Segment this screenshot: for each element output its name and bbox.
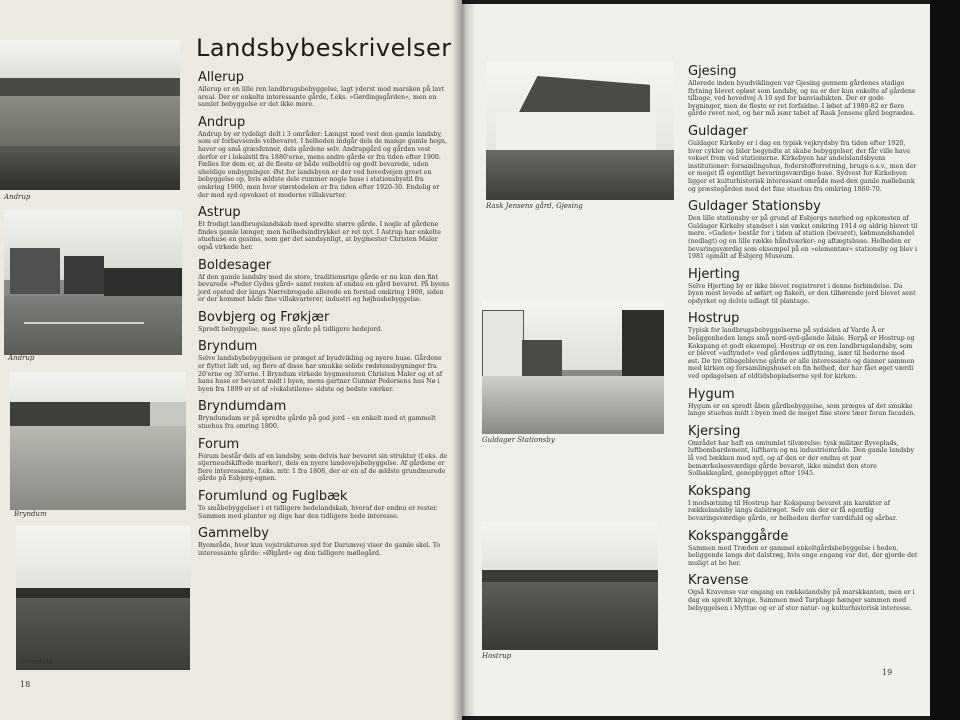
entry-text: Allerup er en lille ren landbrugsbebyggelse, lagt yderst mod marsken på lavt areal. Der er enkelte interessante gårde, f.eks. »Gørdingsgården«, men en samlet bebyggelse er det ikke mere. (198, 86, 445, 109)
entry-text: Bryndumdam er på spredte gårde på god jord – en enkelt med et gammelt stuehus fra omring 1800. (198, 415, 436, 431)
entry-heading: Andrup (198, 114, 246, 130)
entry-heading: Forum (198, 436, 240, 452)
entry-kjersing (688, 424, 918, 478)
entry-astrup (198, 205, 450, 251)
entry-heading: Gjesing (688, 64, 737, 79)
entry-text: Selve landsbybebyggelsen er præget af byudvikling og nyere huse. Gårdene er flyttet lidt ud, og flere af disse har smukke solide rødstensbygninger fra 20'erne og 30'erne. I Bryndum virkede bygmesteren Christen Maler og et af hans huse er bevaret midt i byen, mens gartner Gunnar Pedersens hus Nø i byen fra 1899 er et af »lokalstilens« sidste og bedste værker. (198, 355, 443, 393)
entry-text: Andrup by er tydeligt delt i 3 områder: Længst mod vest den gamle landsby, som er forbavsende velbevaret. I helheden indgår dels de mange gamle hegn, haver og små græsfenner, dels gårdene selv. Andrupgård og gården vest derfor er i lokalstil fra 1880'erne, mens andre gårde er fra tiden efter 1900. Fælles for dem er, at de fleste er både velholdte og godt bevarede, uden uheldige ombygninger. Øst for landsbyen er der ved hovedvejen groet en bebyggelse op, hvis ældste dele rummer nogle huse i stationsbystil fra omkring 1900, men hvor størstedelen er fra tiden efter 1920-30. Endelig er der mod syd opvokset et moderne villakvarter. (198, 130, 448, 199)
photo-andrup-field (0, 40, 180, 190)
entry-heading: Allerup (198, 70, 244, 85)
left-page (0, 0, 462, 720)
entry-kokspanggaarde (688, 529, 918, 568)
entry-text: Hygum er en spredt åben gårdbebyggelse, som præges af det smukke lange stuehus midt i byen med de meget fine store tæer foran facaden. (688, 402, 916, 418)
entry-bryndumdam (198, 399, 450, 430)
right-page (462, 4, 930, 716)
entry-heading: Bryndumdam (198, 399, 287, 415)
entry-forumlund (198, 489, 450, 520)
entry-andrup (198, 115, 450, 199)
entry-heading: Forumlund og Fuglbæk (198, 489, 348, 504)
entry-hjerting (688, 267, 918, 306)
photo-caption: Bryndum (20, 658, 53, 666)
entry-text: Typisk for landbrugsbebyggelserne på sydsiden af Varde Å er beliggenheden langs små nord-syd-gående ådale. Herpå er Hostrup og Kokspang et godt eksempel. Hostrup er en ren landbrugslandsby, som er blevet »udtyndet« ved gårdenes udflytning, især til hederne mod øst. De tre tilbageblevne gårde er alle interessante og danner sammen med kirken og forsamlingshuset en fin helhed, der har fået øget værdi ved opdagelsen af oldtidsbopladserne syd for kirken. (688, 327, 915, 381)
entry-text: Spredt bebyggelse, mest nye gårde på tidligere hedejord. (198, 325, 383, 333)
entry-kokspang (688, 484, 918, 523)
entry-heading: Kjersing (688, 423, 741, 439)
photo-caption: Guldager Stationsby (482, 436, 555, 444)
entry-heading: Hostrup (688, 311, 740, 327)
photo-caption: Hostrup (482, 652, 512, 660)
entry-heading: Astrup (198, 205, 241, 221)
photo-caption: Andrup (4, 193, 31, 201)
entry-gjesing (688, 64, 918, 118)
entry-heading: Bovbjerg og Frøkjær (198, 309, 330, 325)
entry-allerup (198, 70, 450, 109)
entry-heading: Kokspang (688, 483, 751, 499)
photo-caption: Rask Jensens gård, Gjesing (486, 202, 583, 210)
page-title: Landsbybeskrivelser (196, 34, 452, 62)
entry-text: Selve Hjerting by er ikke blevet registreret i denne forbindelse. Da byen mest levede af søfart og fiskeri, er den tilhørende jord blevet sent opdyrket og delvis udlagt til plantage. (688, 282, 916, 305)
photo-bryndum-field (16, 526, 190, 670)
entry-text: Af den gamle landsby med de store, traditionsrige gårde er nu kun den fint bevarede »Peder Gydes gård« samt resten af endnu en gård bevaret. På byens jord opstod der langs Nørrebrogade allerede en forstad omkring 1900, siden er der kommet både fine villakvarterer, industri og højhusbebyggelse. (198, 273, 450, 304)
entry-heading: Hjerting (688, 266, 740, 282)
entry-hostrup (688, 311, 918, 380)
photo-caption: Andrup (8, 354, 35, 362)
entry-text: Guldager Kirkeby er i dag en typisk vejkrydsby fra tiden efter 1920, hvor cykler og biler begyndte at skabe bebyggelser, der får ville have vokset frem ved stationerne. Kirkebyen har andelslandsbyens institutioner: forsamlingshus, foderstofforretning, brugs o.s.v., men der er meget få egentligt bevaringsværdige huse. Sydvest for Kirkebyen ligger et kulturhistorisk interessant område med den gamle møllebank og præstegården med det fine stuehus fra omkring 1860-70. (688, 139, 917, 193)
entry-text: Området har haft en omtumlet tilværelse: tysk militær flyveplads, luftbombardement, lufthavn og nu industriområde. Den gamle landsby lå ved bækken mod syd, og af den er der endnu et par bemærkelsesværdige gårde bevaret, ikke mindst den store Solbakkegård, genopbygget efter 1945. (688, 439, 915, 478)
entry-bryndum (198, 339, 450, 393)
entry-heading: Guldager (688, 123, 748, 139)
right-text-column (688, 64, 918, 618)
entry-bovbjerg (198, 310, 450, 334)
entry-gammelby (198, 526, 450, 557)
entry-text: Et frodigt landbrugslandskab med spredte større gårde. I nogle af gårdene findes gamle længer, men helhedsindtrykket er ret nyt. I Astrup har enkelte stuehuse en gesims, som gør det sandsynligt, at bygmester Christen Maler også virkede her. (198, 221, 441, 251)
page-number-left: 18 (20, 680, 31, 689)
entry-text: Også Kravense var engang en rækkelandsby på marskkanten, men er i dag en spredt klynge. Sammen med Tarphage hænger sammen med bebyggelsen i Myttue og er af stor natur- og kulturhistorisk interesse. (688, 589, 915, 612)
entry-heading: Bryndum (198, 339, 258, 355)
entry-text: I modsætning til Hostrup har Kokspang bevaret sin karakter af rækkelandsby langs dalstrøget. Selv om der er få egentlig bevaringsværdige gårde, er helheden derfor værdifuld og sårbar. (688, 499, 898, 522)
photo-hostrup (482, 522, 658, 650)
entry-guldager (688, 124, 918, 193)
entry-text: Forum består dels af en landsby, som delvis har bevaret sin struktur (f.eks. de stjerneudskiftede marker), dels en nyere landevejsbebyggelse. Af gårdene er flere interessante, f.eks. mtr. 1 fra 1808, der er en af de ældste grundmurede gårde på Esbjerg-egnen. (198, 452, 448, 483)
entry-forum (198, 437, 450, 483)
entry-heading: Guldager Stationsby (688, 199, 821, 215)
entry-heading: Gammelby (198, 526, 269, 542)
entry-text: Den lille stationsby er på grund af Esbjergs nærhed og opkomsten af Guldager Kirkeby standset i sin vækst omkring 1914 og aldrig blevet til mere. »Gaden« består for i tiden af station (bevaret), købmandshandel (nedlagt) og en lille række håndværker- og aftægtshuse. Helheden er bevaringsværdig som eksempel på en »elementær« stationsby og blev i 1981 opmålt af Esbjerg Museum. (688, 215, 918, 261)
entry-text: Byområde, hvor kun vejstrukturen syd for Darumvej viser de gamle skel. To interessante gårde: »Ølgård« og den tidligere møllegård. (198, 542, 441, 557)
entry-heading: Kravense (688, 573, 749, 589)
entry-heading: Kokspanggårde (688, 528, 789, 544)
entry-kravense (688, 573, 918, 612)
photo-caption: Bryndum (14, 510, 47, 518)
photo-andrup-road (4, 210, 182, 355)
entry-text: To småbebyggelser i et tidligere hedelandskab, hvoraf der endnu er rester. Sammen med planter og dige har den tidligere hede interesse. (198, 505, 438, 520)
entry-heading: Hygum (688, 386, 735, 402)
photo-guldager-stationsby (482, 300, 664, 434)
background-edge (930, 0, 960, 720)
photo-bryndum-houses (10, 372, 186, 510)
book-gutter (452, 0, 476, 720)
entry-text: Sammen med Træden er gammel enkeltgårdsbebyggelse i heden, beliggende langs det dalstrøg, hvis enge engang var det, der gjorde det muligt at bo her. (688, 544, 918, 567)
entry-boldesager (198, 258, 450, 304)
page-number-right: 19 (882, 668, 893, 677)
entry-text: Allerede inden byudviklingen var Gjesing gennem gårdenes stadige flytning blevet opløst som landsby, og nu er der kun enkelte af gårdene tilbage, ved hovedvej A 10 syd for banviadukten. Der er gode bygninger, men de fleste er ret forfaldne. I løbet af 1980-82 er flere gårde revet ned, og her må især tabet af Rask Jensens gård begrædes. (688, 80, 916, 118)
entry-heading: Boldesager (198, 257, 272, 273)
entry-hygum (688, 387, 918, 418)
left-text-column (198, 70, 450, 563)
photo-rask-jensens-gaard (486, 62, 674, 200)
entry-guldager-stationsby (688, 199, 918, 261)
